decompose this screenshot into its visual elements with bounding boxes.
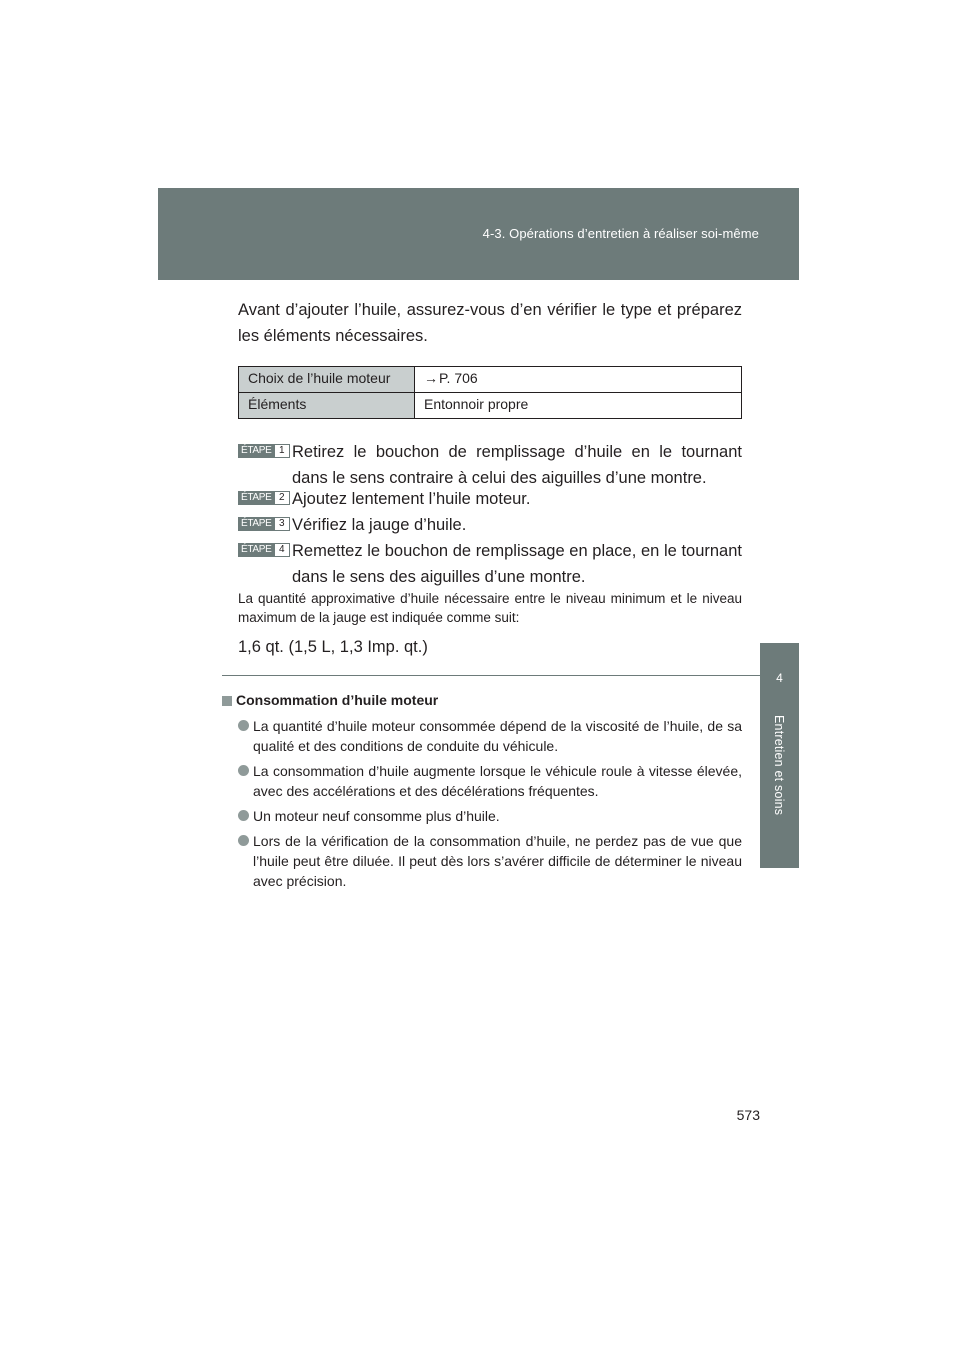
section-divider (222, 675, 760, 676)
oil-quantity: 1,6 qt. (1,5 L, 1,3 Imp. qt.) (238, 638, 428, 656)
table-value (415, 367, 742, 393)
chapter-tab (760, 643, 799, 868)
step-1 (238, 439, 742, 491)
section-title: 4-3. Opérations d’entretien à réaliser soi-même (482, 226, 759, 241)
consumption-title: Consommation d’huile moteur (236, 692, 439, 708)
bullet-dot-icon (238, 720, 249, 731)
bullet-dot-icon (238, 765, 249, 776)
consumption-heading (222, 692, 438, 708)
quantity-note: La quantité approximative d’huile nécessaire entre le niveau minimum et le niveau maximum de la jauge est indiquée comme suit: (238, 591, 742, 625)
bullet-text: Un moteur neuf consomme plus d’huile. (253, 808, 500, 824)
page-number: 573 (736, 1107, 760, 1123)
step-badge-label: ÉTAPE (239, 445, 275, 457)
bullet-text: Lors de la vérification de la consommation d’huile, ne perdez pas de vue que l’huile peut être diluée. Il peut dès lors s’avérer difficile de déterminer le niveau avec précision. (253, 833, 742, 889)
list-item (238, 831, 742, 891)
table-row (239, 393, 742, 419)
step-text: Ajoutez lentement l’huile moteur. (292, 490, 531, 508)
table-row (239, 367, 742, 393)
chapter-number: 4 (776, 671, 783, 685)
step-number: 4 (275, 544, 289, 556)
chapter-title: Entretien et soins (772, 715, 786, 816)
step-2 (238, 486, 742, 512)
step-badge-label: ÉTAPE (239, 544, 275, 556)
step-number: 2 (275, 492, 289, 504)
list-item (238, 806, 742, 826)
table-label: Éléments (239, 393, 415, 419)
step-3 (238, 512, 742, 538)
step-badge-label: ÉTAPE (239, 518, 275, 530)
step-text: Retirez le bouchon de remplissage d’huile en le tournant dans le sens contraire à celui des aiguilles d’une montre. (292, 443, 742, 487)
step-4 (238, 538, 742, 590)
bullet-text: La consommation d’huile augmente lorsque le véhicule roule à vitesse élevée, avec des accélérations et des décélérations fréquentes. (253, 763, 742, 799)
step-number: 1 (275, 445, 289, 457)
step-text: Remettez le bouchon de remplissage en place, en le tournant dans le sens des aiguilles d’une montre. (292, 542, 742, 586)
bullet-dot-icon (238, 835, 249, 846)
step-number: 3 (275, 518, 289, 530)
bullet-text: La quantité d’huile moteur consommée dépend de la viscosité de l’huile, de sa qualité et des conditions de conduite du véhicule. (253, 718, 742, 754)
table-value: Entonnoir propre (415, 393, 742, 419)
step-badge (238, 543, 290, 557)
arrow-icon: → (424, 370, 438, 386)
table-label: Choix de l’huile moteur (239, 367, 415, 393)
intro-paragraph: Avant d’ajouter l’huile, assurez-vous d’en vérifier le type et préparez les éléments nécessaires. (238, 301, 742, 345)
step-badge (238, 517, 290, 531)
bullet-dot-icon (238, 810, 249, 821)
oil-info-table (238, 366, 742, 419)
header-band (158, 188, 799, 280)
step-badge (238, 444, 290, 458)
step-badge (238, 491, 290, 505)
step-badge-label: ÉTAPE (239, 492, 275, 504)
square-bullet-icon (222, 696, 232, 706)
page-reference-link[interactable]: P. 706 (439, 370, 478, 386)
list-item (238, 716, 742, 756)
step-text: Vérifiez la jauge d’huile. (292, 516, 467, 534)
list-item (238, 761, 742, 801)
